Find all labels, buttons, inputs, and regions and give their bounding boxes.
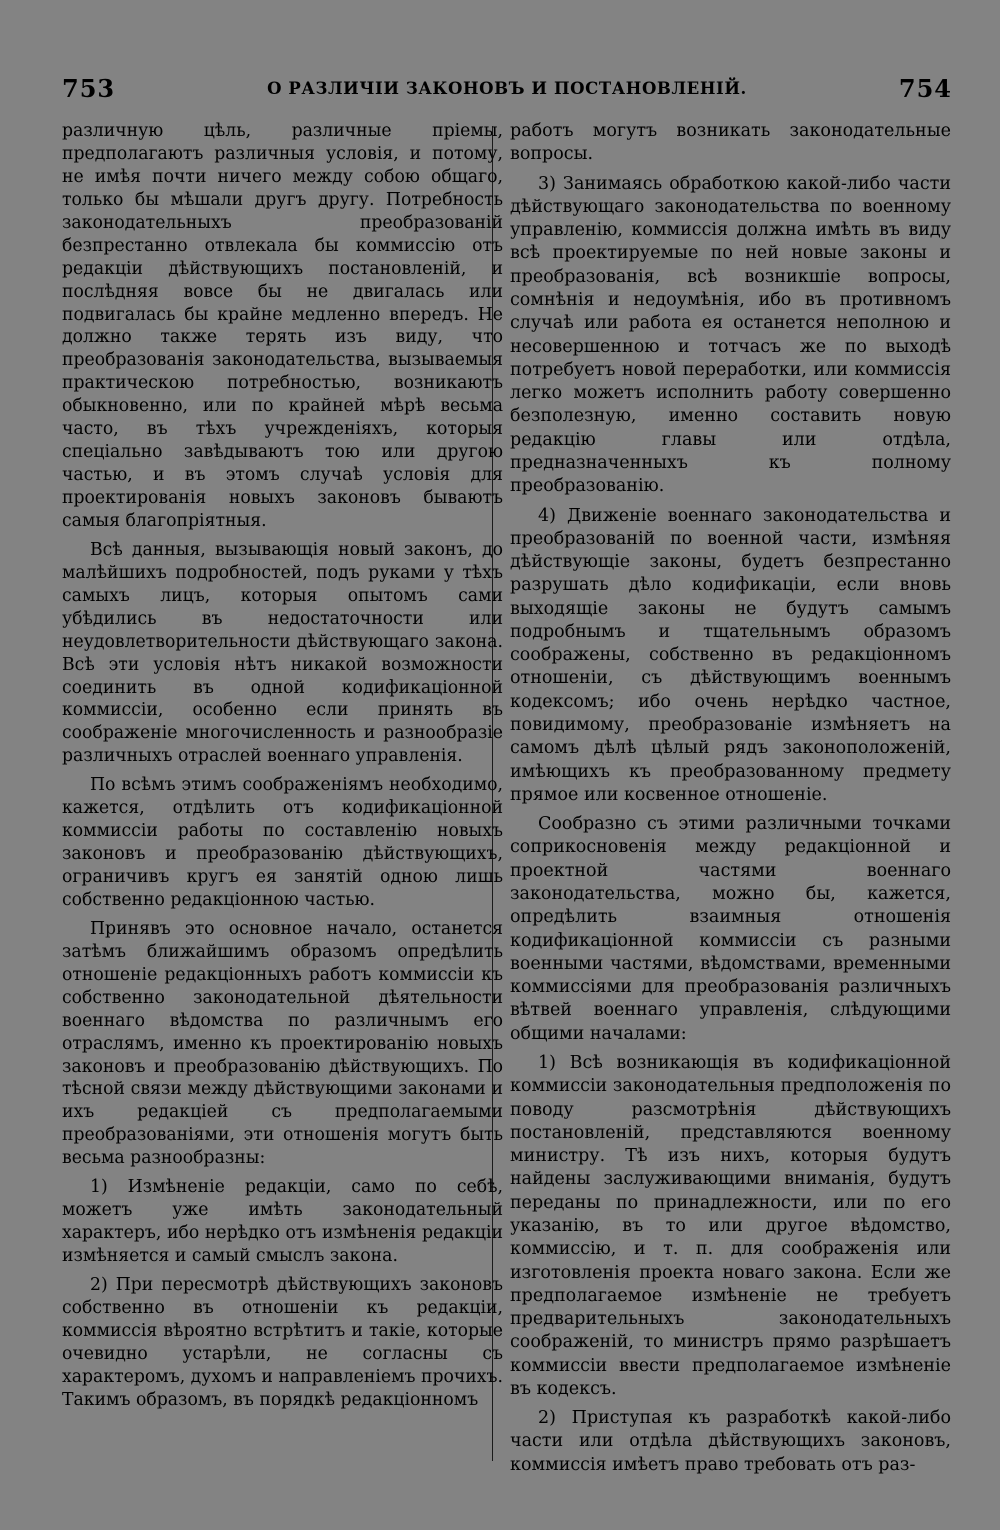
page-header xyxy=(62,70,952,106)
paragraph: Принявъ это основное начало, останется затѣмъ ближайшимъ образомъ опредѣлить отношеніе редакціонныхъ работъ коммиссіи къ собственно законодательной дѣятельности военнаго вѣдомства по различнымъ его отраслямъ, именно къ проектированію новыхъ законовъ и преобразованію дѣйствующихъ. По тѣсной связи между дѣйствующими законами и ихъ редакціей съ предполагаемыми преобразованіями, эти отношенія могутъ быть весьма разнообразны: xyxy=(62,918,503,1169)
paragraph: 1) Измѣненіе редакціи, само по себѣ, можетъ уже имѣть законодательный характеръ, ибо нерѣдко отъ измѣненія редакціи измѣняется и самый смыслъ закона. xyxy=(62,1177,503,1266)
right-column xyxy=(510,120,951,1483)
running-title: О РАЗЛИЧІИ ЗАКОНОВЪ И ПОСТАНОВЛЕНІЙ. xyxy=(267,78,747,98)
paragraph: 2) При пересмотрѣ дѣйствующихъ законовъ собственно въ отношеніи къ редакціи, коммиссія вѣроятно встрѣтитъ и такіе, которые очевидно устарѣли, не согласны съ характеромъ, духомъ и направленіемъ прочихъ. Такимъ образомъ, въ порядкѣ редакціонномъ xyxy=(62,1274,503,1410)
paragraph: 2) Приступая къ разработкѣ какой-либо части или отдѣла дѣйствующихъ законовъ, коммиссія имѣетъ право требовать отъ раз- xyxy=(510,1408,951,1475)
paragraph: 4) Движеніе военнаго законодательства и преобразованій по военной части, измѣняя дѣйствующіе законы, будетъ безпрестанно разрушать дѣло кодификаціи, если вновь выходящіе законы не будутъ самымъ подробнымъ и тщательнымъ образомъ соображены, собственно въ редакціонномъ отношеніи, съ дѣйствующимъ военнымъ кодексомъ; ибо очень нерѣдко частное, повидимому, преобразованіе измѣняетъ на самомъ дѣлѣ цѣлый рядъ законоположеній, имѣющихъ къ преобразованному предмету прямое или косвенное отношеніе. xyxy=(510,505,951,805)
page-number-left: 753 xyxy=(62,73,116,103)
left-column xyxy=(62,120,503,1418)
paragraph: По всѣмъ этимъ соображеніямъ необходимо, кажется, отдѣлить отъ кодификаціонной коммиссіи работы по составленію новыхъ законовъ и преобразованію дѣйствующихъ, ограничивъ кругъ ея занятій одною лишь собственно редакціонною частью. xyxy=(62,775,503,910)
paragraph: 1) Всѣ возникающія въ кодификаціонной коммиссіи законодательныя предположенія по поводу разсмотрѣнія дѣйствующихъ постановленій, представляются военному министру. Тѣ изъ нихъ, которыя будутъ найдены заслуживающими вниманія, будутъ переданы по принадлежности, или по его указанію, въ то или другое вѣдомство, коммиссію, и т. п. для соображенія или изготовленія проекта новаго закона. Если же предполагаемое измѣненіе не требуетъ предварительныхъ законодательныхъ соображеній, то министръ прямо разрѣшаетъ коммиссіи ввести предполагаемое измѣненіе въ кодексъ. xyxy=(510,1052,951,1399)
paragraph: Сообразно съ этими различными точками соприкосновенія между редакціонной и проектной частями военнаго законодательства, можно бы, кажется, опредѣлить взаимныя отношенія кодификаціонной коммиссіи съ разными военными частями, вѣдомствами, временными коммиссіями для преобразованія различныхъ вѣтвей военнаго управленія, слѣдующими общими началами: xyxy=(510,814,951,1044)
paragraph: 3) Занимаясь обработкою какой-либо части дѣйствующаго законодательства по военному управленію, коммиссія должна имѣть въ виду всѣ проектируемые по ней новые законы и преобразованія, всѣ возникшіе вопросы, сомнѣнія и недоумѣнія, ибо въ противномъ случаѣ или работа ея останется неполною и несовершенною и тотчасъ же по выходѣ потребуетъ новой переработки, или коммиссія легко можетъ исполнить работу совершенно безполезную, именно составить новую редакцію главы или отдѣла, предназначенныхъ къ полному преобразованію. xyxy=(510,173,951,497)
paragraph: Всѣ данныя, вызывающія новый законъ, до малѣйшихъ подробностей, подъ руками у тѣхъ самыхъ лицъ, которыя опытомъ сами убѣдились въ недостаточности или неудовлетворительности дѣйствующаго закона. Всѣ эти условія нѣтъ никакой возможности соединить въ одной кодификаціонной коммиссіи, особенно если принять въ соображеніе многочисленность и разнообразіе различныхъ отраслей военнаго управленія. xyxy=(62,539,503,767)
page-number-right: 754 xyxy=(898,73,952,103)
paragraph: различную цѣль, различные пріемы, предполагаютъ различныя условія, и потому, не имѣя почти ничего между собою общаго, только бы мѣшали другъ другу. Потребность законодательныхъ преобразованій безпрестанно отвлекала бы коммиссію отъ редакціи дѣйствующихъ постановленій, и послѣдняя вовсе бы не двигалась или подвигалась бы крайне медленно впередъ. Не должно также терять изъ виду, что преобразованія законодательства, вызываемыя практическою потребностью, возникаютъ обыкновенно, или по крайней мѣрѣ весьма часто, въ тѣхъ учрежденіяхъ, которыя спеціально завѣдываютъ тою или другою частью, и въ этомъ случаѣ условія для проектированія новыхъ законовъ бываютъ самыя благопріятныя. xyxy=(62,121,503,531)
paragraph: работъ могутъ возникать законодательные вопросы. xyxy=(510,121,951,165)
